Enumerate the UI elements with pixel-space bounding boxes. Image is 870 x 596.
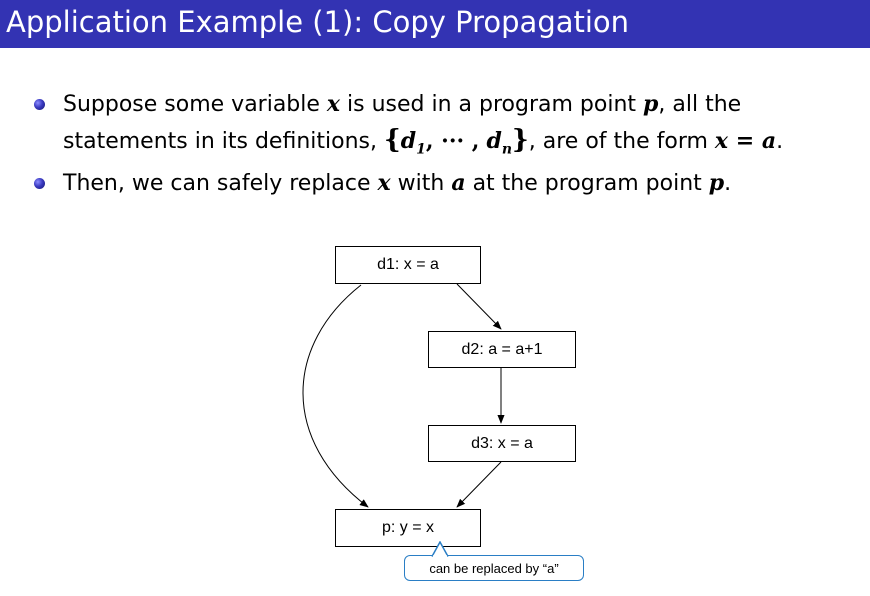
bullet-2-text: at the program point <box>465 171 709 196</box>
math-set-brace-open: { <box>383 125 401 155</box>
node-d3-label: d3: x = a <box>471 434 533 452</box>
edge-d3-to-p <box>457 462 501 507</box>
math-equals: = <box>728 128 762 154</box>
node-p-label: p: y = x <box>381 519 435 536</box>
math-dots: , ··· , <box>425 128 480 154</box>
math-var-x: x <box>714 128 729 154</box>
math-subscript-1: 1 <box>416 141 426 158</box>
node-d1 <box>335 246 481 284</box>
bullet-2-text: Then, we can safely replace <box>63 171 378 196</box>
node-d2-label: d2: a = a+1 <box>461 340 543 358</box>
node-d2 <box>428 331 576 368</box>
math-subscript-n: n <box>501 141 513 158</box>
math-var-p: p <box>643 91 659 117</box>
callout-bubble <box>404 555 584 581</box>
bullet-1-text: . <box>776 129 784 154</box>
math-var-p: p <box>708 170 725 196</box>
math-var-d: d <box>400 128 417 154</box>
bullet-1-text: is used in a program point <box>340 92 644 117</box>
bullet-2-text: with <box>390 171 452 196</box>
math-var-x: x <box>326 91 341 117</box>
bullet-1-text: Suppose some variable <box>63 92 327 117</box>
node-p <box>335 509 481 547</box>
math-var-a: a <box>451 170 466 196</box>
math-var-a: a <box>761 128 777 154</box>
bullet-1-text: , all the <box>658 92 742 117</box>
bullet-1-text: statements in its definitions, <box>63 129 384 154</box>
node-d3 <box>428 425 576 462</box>
node-d1-label: d1: x = a <box>377 256 439 273</box>
callout-text: can be replaced by “a” <box>429 560 559 576</box>
slide-title: Application Example (1): Copy Propagation <box>6 5 630 39</box>
bullet-1-text: , are of the form <box>528 129 715 154</box>
math-var-x: x <box>377 170 391 196</box>
callout-pointer <box>430 541 450 557</box>
math-set-brace-close: } <box>512 125 529 155</box>
edge-d1-to-d2 <box>457 284 501 329</box>
math-var-d: d <box>486 128 502 154</box>
bullet-2-text: . <box>724 171 732 196</box>
edge-d1-to-p <box>303 285 368 507</box>
